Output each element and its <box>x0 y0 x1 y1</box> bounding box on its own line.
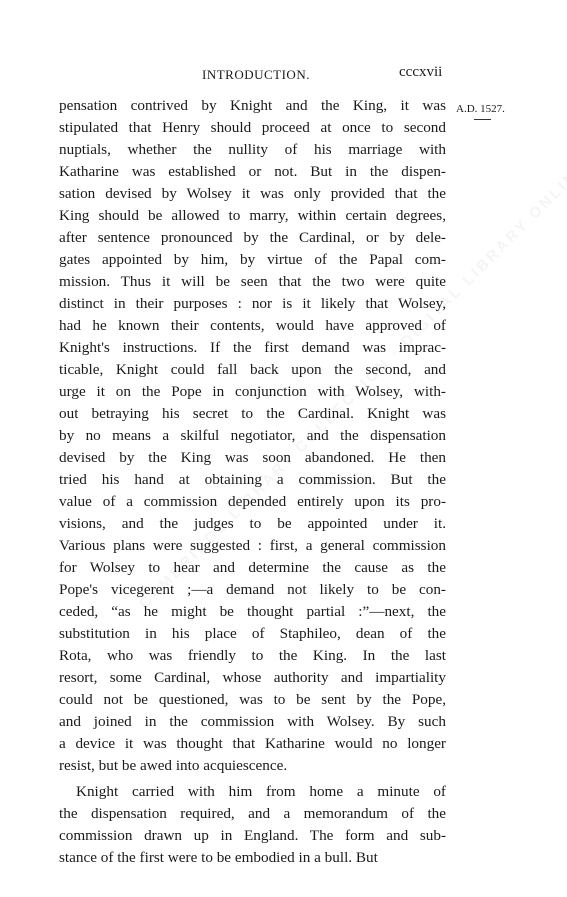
page-number: cccxvii <box>399 64 443 80</box>
text-line: sation devised by Wolsey it was only provided that the <box>59 185 446 202</box>
text-line: a device it was thought that Katharine would no longer <box>59 735 446 752</box>
text-line: Knight carried with him from home a minute of <box>76 783 446 801</box>
text-line: nuptials, whether the nullity of his marriage with <box>59 141 446 158</box>
text-line: Katharine was established or not. But in the dispen- <box>59 163 446 180</box>
text-line: visions, and the judges to be appointed under it. <box>59 515 446 532</box>
text-line: ticable, Knight could fall back upon the second, and <box>59 361 446 378</box>
text-line: Various plans were suggested : first, a general commission <box>59 537 446 554</box>
text-line: and joined in the commission with Wolsey. By such <box>59 713 446 730</box>
text-line: had he known their contents, would have approved of <box>59 317 446 334</box>
text-line: the dispensation required, and a memorandum of the <box>59 805 446 823</box>
text-line: stance of the first were to be embodied in a bull. But <box>59 849 378 867</box>
margin-rule <box>474 119 491 120</box>
text-line: stipulated that Henry should proceed at once to second <box>59 119 446 136</box>
text-line: mission. Thus it will be seen that the two were quite <box>59 273 446 290</box>
text-line: gates appointed by him, by virtue of the Papal com- <box>59 251 446 268</box>
text-line: out betraying his secret to the Cardinal. Knight was <box>59 405 446 422</box>
text-line: ceded, “as he might be thought partial :”—next, the <box>59 603 446 620</box>
text-line: Pope's vicegerent ;—a demand not likely to be con- <box>59 581 446 598</box>
text-line: resist, but be awed into acquiescence. <box>59 757 288 774</box>
text-line: Knight's instructions. If the first demand was imprac- <box>59 339 446 356</box>
running-header-title: INTRODUCTION. <box>202 67 310 82</box>
text-line: by no means a skilful negotiator, and the dispensation <box>59 427 446 444</box>
text-line: distinct in their purposes : nor is it likely that Wolsey, <box>59 295 446 312</box>
text-line: devised by the King was soon abandoned. He then <box>59 449 446 466</box>
text-line: for Wolsey to hear and determine the cause as the <box>59 559 446 576</box>
margin-date-note: A.D. 1527. <box>456 103 505 115</box>
text-line: King should be allowed to marry, within certain degrees, <box>59 207 446 224</box>
text-line: after sentence pronounced by the Cardinal, or by dele- <box>59 229 446 246</box>
text-line: could not be questioned, was to be sent by the Pope, <box>59 691 446 708</box>
text-line: substitution in his place of Staphileo, dean of the <box>59 625 446 642</box>
text-line: value of a commission depended entirely upon its pro- <box>59 493 446 510</box>
text-line: tried his hand at obtaining a commission. But the <box>59 471 446 488</box>
text-line: commission drawn up in England. The form and sub- <box>59 827 446 845</box>
text-line: urge it on the Pope in conjunction with Wolsey, with- <box>59 383 446 400</box>
text-line: Rota, who was friendly to the King. In the last <box>59 647 446 664</box>
text-line: pensation contrived by Knight and the King, it was <box>59 97 446 114</box>
text-line: resort, some Cardinal, whose authority and impartiality <box>59 669 446 686</box>
